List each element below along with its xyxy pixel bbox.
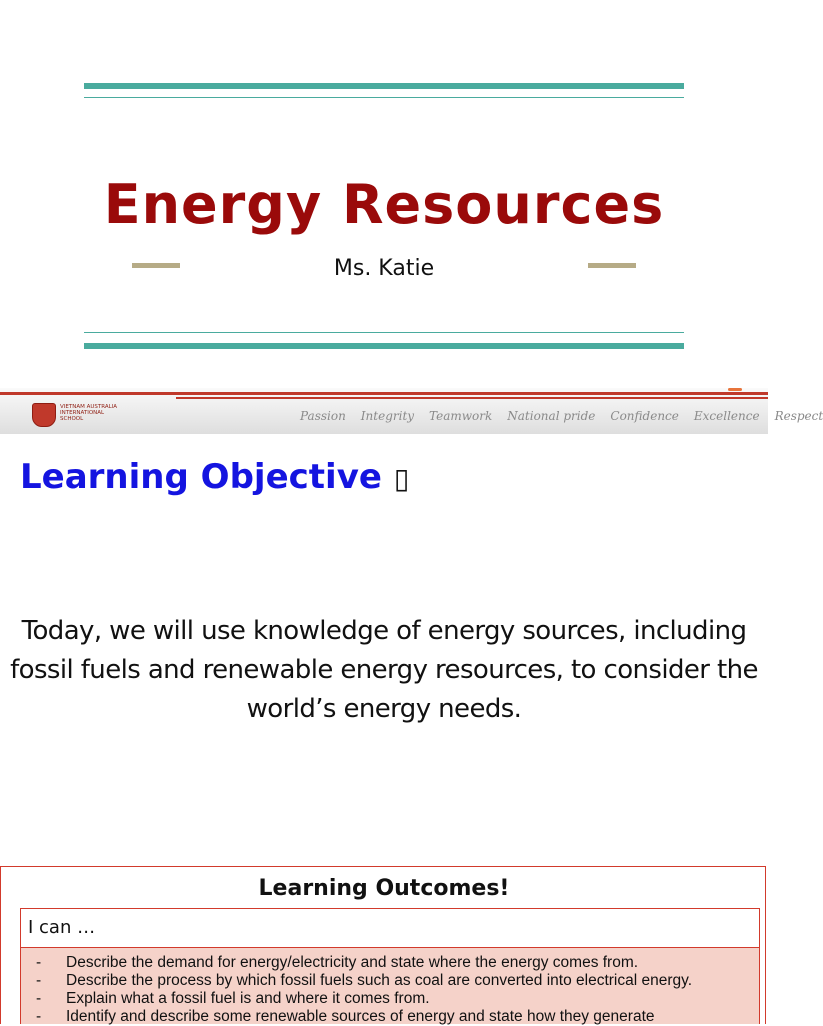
list-item: - Describe the demand for energy/electricity and state where the energy comes from. [36, 954, 639, 971]
list-item: - Identify and describe some renewable sources of energy and state how they generate [36, 1008, 655, 1025]
list-item-text: Identify and describe some renewable sources of energy and state how they generate [66, 1008, 655, 1025]
intro-text: I can … [28, 917, 96, 938]
list-item-text: Explain what a fossil fuel is and where it comes from. [66, 990, 430, 1007]
banner-red-line [0, 392, 768, 395]
value-word: Excellence [693, 409, 760, 423]
top-thin-rule [84, 97, 684, 98]
placeholder-glyph: ▯ [393, 462, 410, 495]
school-logo-icon [32, 403, 56, 427]
intro-box [20, 908, 760, 948]
list-item: - Describe the process by which fossil fuels such as coal are converted into electrical energy. [36, 972, 693, 989]
value-word: National pride [507, 409, 596, 423]
objective-heading [20, 455, 409, 501]
value-word: Confidence [610, 409, 679, 423]
value-word: Respect [774, 409, 823, 423]
bottom-thick-rule [84, 343, 684, 349]
objective-body: Today, we will use knowledge of energy sources, including fossil fuels and renewable energy resources, to consider the world’s energy needs. [10, 616, 758, 724]
list-item-text: Describe the demand for energy/electricity and state where the energy comes from. [66, 954, 639, 971]
outcomes-title: Learning Outcomes! [258, 876, 510, 901]
banner-red-line-secondary [176, 397, 768, 399]
slide-title: Energy Resources [103, 173, 665, 236]
banner-accent [728, 388, 742, 391]
list-item: - Explain what a fossil fuel is and where it comes from. [36, 990, 430, 1007]
slide-subtitle: Ms. Katie [333, 256, 435, 281]
bottom-thin-rule [84, 332, 684, 333]
list-item-text: Describe the process by which fossil fuels such as coal are converted into electrical energy. [66, 972, 693, 989]
school-name: VIETNAM AUSTRALIA INTERNATIONAL SCHOOL [60, 404, 118, 422]
school-values [300, 405, 823, 427]
outcomes-list [36, 954, 756, 1026]
objective-heading-text: Learning Objective [20, 457, 382, 497]
value-word: Teamwork [429, 409, 493, 423]
value-word: Passion [300, 409, 346, 423]
top-thick-rule [84, 83, 684, 89]
value-word: Integrity [360, 409, 415, 423]
